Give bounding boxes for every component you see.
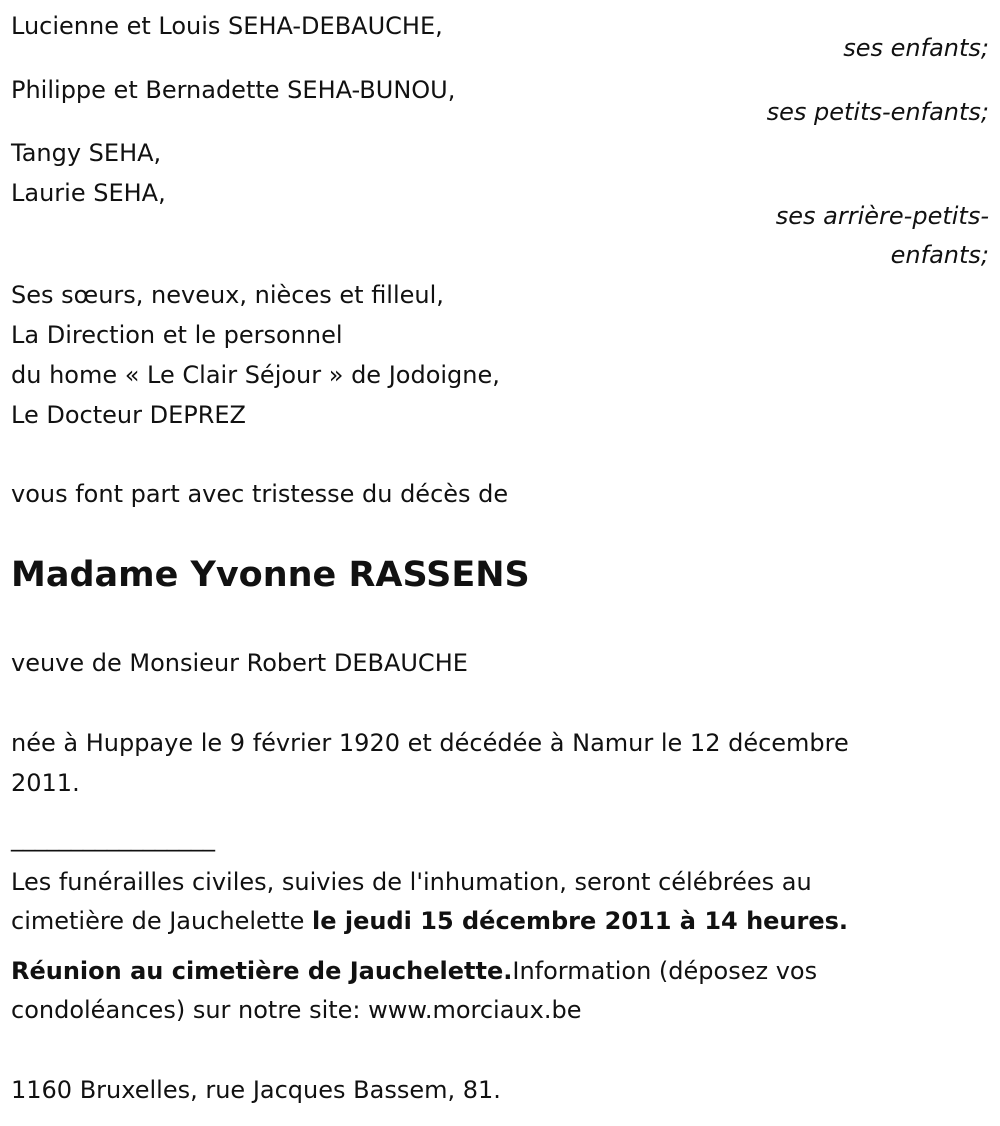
others-line-3: du home « Le Clair Séjour » de Jodoigne,	[11, 361, 500, 389]
great-grandchild-2: Laurie SEHA,	[11, 179, 166, 207]
info-line-2: condoléances) sur notre site: www.morciaux.be	[11, 996, 582, 1024]
funeral-date: le jeudi 15 décembre 2011 à 14 heures.	[312, 907, 849, 935]
separator: _________________	[11, 824, 215, 852]
info-text: Information (déposez vos	[512, 957, 818, 985]
funeral-line-1: Les funérailles civiles, suivies de l'inhumation, seront célébrées au	[11, 868, 812, 896]
deceased-name: Madame Yvonne RASSENS	[11, 555, 530, 595]
great-grandchild-1: Tangy SEHA,	[11, 139, 162, 167]
grandchildren-line: Philippe et Bernadette SEHA-BUNOU,	[11, 76, 456, 104]
funeral-place: cimetière de Jauchelette	[11, 907, 313, 935]
great-grandchildren-role-2: enfants;	[890, 241, 989, 269]
birth-death-line-1: née à Huppaye le 9 février 1920 et décédée à Namur le 12 décembre	[11, 729, 849, 757]
widow-of: veuve de Monsieur Robert DEBAUCHE	[11, 649, 468, 677]
children-role: ses enfants;	[843, 34, 989, 62]
grandchildren-role: ses petits-enfants;	[766, 98, 989, 126]
others-line-4: Le Docteur DEPREZ	[11, 401, 246, 429]
others-line-2: La Direction et le personnel	[11, 321, 343, 349]
address: 1160 Bruxelles, rue Jacques Bassem, 81.	[11, 1076, 501, 1104]
announcement: vous font part avec tristesse du décès de	[11, 480, 509, 508]
meeting-place: Réunion au cimetière de Jauchelette.	[11, 957, 513, 985]
children-line: Lucienne et Louis SEHA-DEBAUCHE,	[11, 12, 443, 40]
funeral-line-2	[11, 901, 848, 941]
meeting-line	[11, 951, 817, 991]
great-grandchildren-role-1: ses arrière-petits-	[775, 202, 989, 230]
others-line-1: Ses sœurs, neveux, nièces et filleul,	[11, 281, 444, 309]
birth-death-line-2: 2011.	[11, 769, 80, 797]
